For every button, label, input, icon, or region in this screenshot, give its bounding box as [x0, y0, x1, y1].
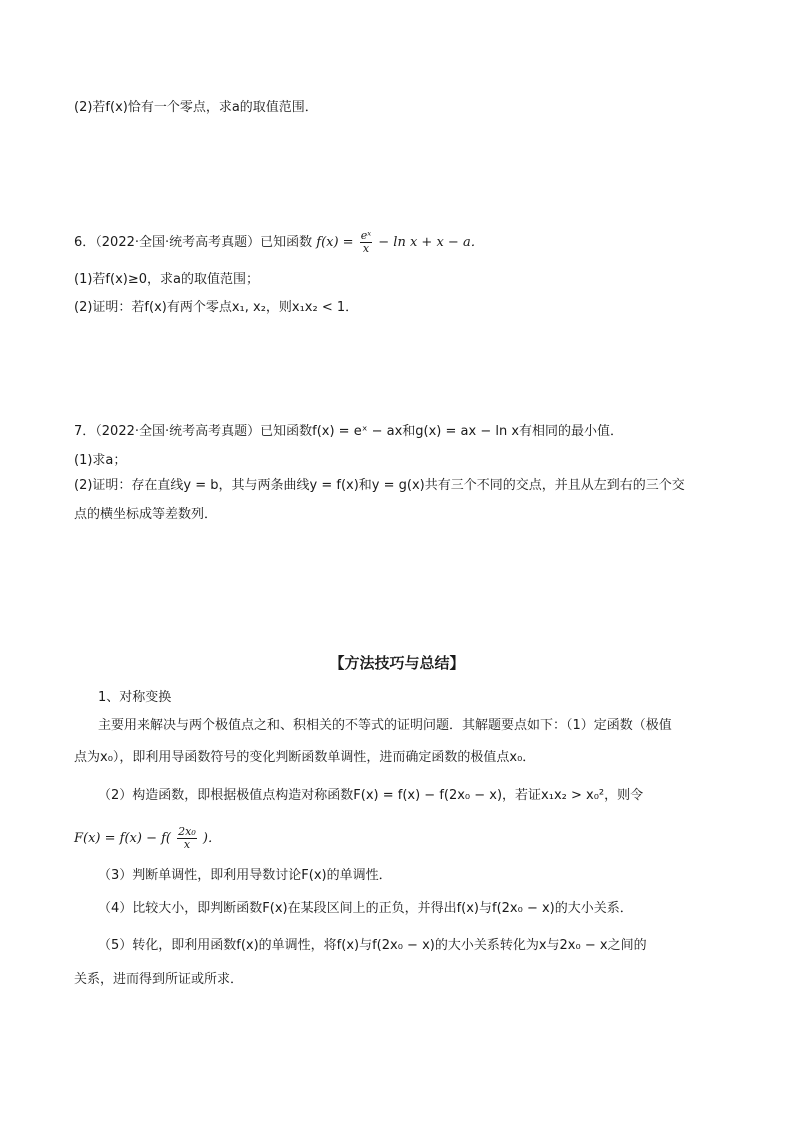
summary-fraction-numerator: 2x₀ [178, 825, 196, 838]
summary-paragraph-1-line2: 点为x₀），即利用导函数符号的变化判断函数单调性，进而确定函数的极值点x₀． [74, 750, 536, 765]
summary-heading: 【方法技巧与总结】 [329, 654, 465, 672]
summary-paragraph-5-line1: （5）转化，即利用函数f(x)的单调性，将f(x)与f(2x₀ − x)的大小关系转化为x与2x₀ − x之间的 [98, 938, 647, 953]
question-6-part1: (1)若f(x)≥0，求a的取值范围； [74, 272, 259, 287]
question-6-stem [74, 230, 484, 255]
summary-paragraph-2-line1: （2）构造函数，即根据极值点构造对称函数F(x) = f(x) − f(2x₀ − x)，若证x₁x₂ > x₀²，则令 [98, 788, 644, 803]
summary-construction-lhs: F(x) = f(x) − f( [74, 831, 171, 846]
question-6-fraction-numerator: eˣ [360, 229, 372, 242]
summary-construction-suffix: )． [202, 831, 221, 846]
question-6-fraction-denominator: x [362, 242, 370, 255]
summary-fraction-denominator: x [183, 838, 191, 851]
question-6-function-lhs: f(x) = [316, 235, 354, 250]
question-6-part2: (2)证明：若f(x)有两个零点x₁, x₂，则x₁x₂ < 1． [74, 300, 359, 315]
question-7-stem: 7．（2022·全国·统考高考真题）已知函数f(x) = eˣ − ax和g(x) = ax − ln x有相同的最小值． [74, 424, 624, 439]
question-6-fraction [360, 230, 372, 255]
summary-construction-fraction [177, 826, 197, 851]
summary-paragraph-5-line2: 关系，进而得到所证或所求． [74, 972, 244, 987]
question-7-part2-line1: (2)证明：存在直线y = b，其与两条曲线y = f(x)和y = g(x)共有三个不同的交点，并且从左到右的三个交 [74, 478, 685, 493]
previous-question-part2: (2)若f(x)恰有一个零点，求a的取值范围． [74, 100, 318, 115]
summary-paragraph-1-line1: 主要用来解决与两个极值点之和、积相关的不等式的证明问题．其解题要点如下：（1）定函数（极值 [98, 718, 672, 733]
summary-item-1: 1、对称变换 [98, 690, 172, 705]
question-7-part1: (1)求a； [74, 453, 127, 468]
summary-paragraph-2-line2 [74, 826, 221, 851]
summary-paragraph-4: （4）比较大小，即判断函数F(x)在某段区间上的正负，并得出f(x)与f(2x₀ − x)的大小关系． [98, 901, 633, 916]
question-6-function-rhs: − ln x + x − a． [378, 235, 484, 250]
question-7-part2-line2: 点的横坐标成等差数列． [74, 507, 218, 522]
summary-paragraph-3: （3）判断单调性，即利用导数讨论F(x)的单调性． [98, 868, 392, 883]
question-6-prefix: 6．（2022·全国·统考高考真题）已知函数 [74, 235, 313, 250]
